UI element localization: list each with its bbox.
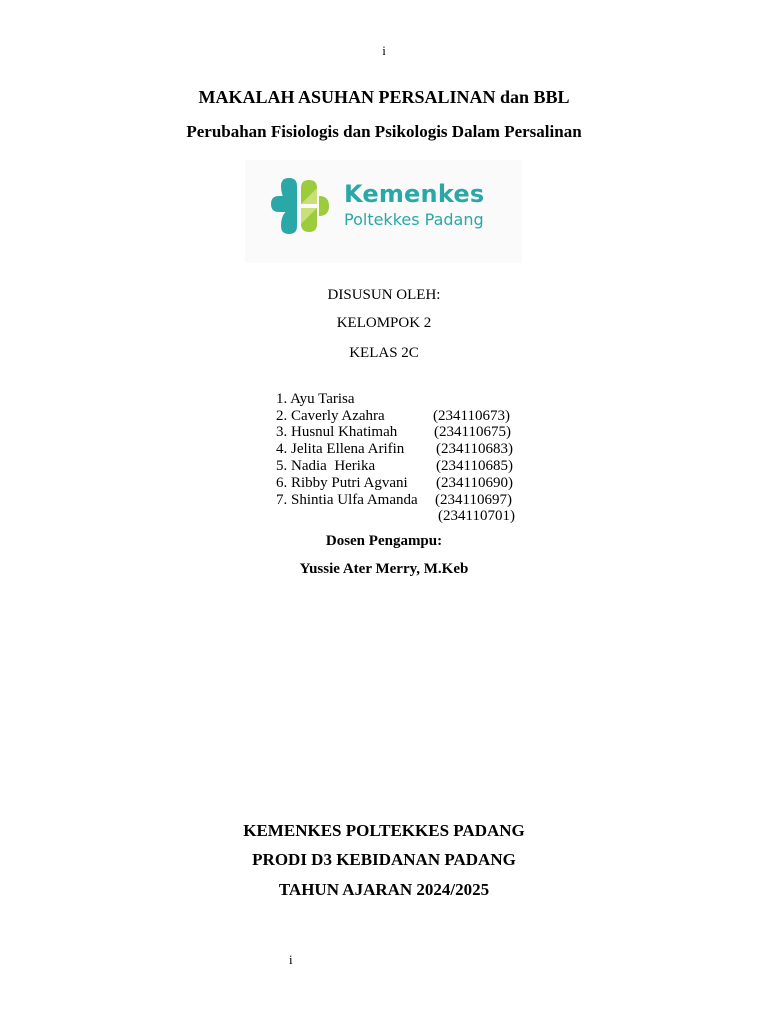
class-label: KELAS 2C [349, 345, 419, 361]
kemenkes-logo [245, 160, 522, 263]
member-name: 5. Nadia Herika [276, 457, 376, 474]
page-number-bottom: i [289, 952, 293, 967]
member-name: 6. Ribby Putri Agvani [276, 474, 408, 491]
member-name: 1. Ayu Tarisa [276, 390, 355, 407]
member-name: 3. Husnul Khatimah [276, 424, 398, 441]
member-name: 2. Caverly Azahra [276, 407, 385, 424]
member-name: 7. Shintia Ulfa Amanda [276, 491, 418, 508]
lecturer-name: Yussie Ater Merry, M.Keb [299, 561, 469, 577]
lecturer-label: Dosen Pengampu: [325, 533, 443, 549]
authors-label: DISUSUN OLEH: [327, 287, 441, 303]
group-label: KELOMPOK 2 [336, 315, 432, 331]
member-list [276, 374, 556, 525]
member-id: (234110690) [436, 474, 513, 491]
logo-institution-text: Poltekkes Padang [344, 210, 484, 229]
study-program: PRODI D3 KEBIDANAN PADANG [252, 850, 516, 869]
member-id: (234110701) [438, 508, 515, 525]
page-number-top: i [382, 43, 386, 58]
member-id: (234110673) [433, 407, 510, 424]
institution-name: KEMENKES POLTEKKES PADANG [243, 821, 525, 840]
logo-brand-text: Kemenkes [344, 180, 485, 208]
document-subtitle: Perubahan Fisiologis dan Psikologis Dalam Persalinan [186, 122, 582, 141]
kemenkes-logo-mark-icon [267, 174, 333, 240]
member-id: (234110683) [436, 441, 513, 458]
academic-year: TAHUN AJARAN 2024/2025 [278, 880, 490, 899]
member-name: 4. Jelita Ellena Arifin [276, 441, 405, 458]
member-id: (234110685) [436, 457, 513, 474]
member-id: (234110697) [435, 491, 512, 508]
member-id: (234110675) [434, 424, 511, 441]
document-title: MAKALAH ASUHAN PERSALINAN dan BBL [198, 87, 570, 107]
